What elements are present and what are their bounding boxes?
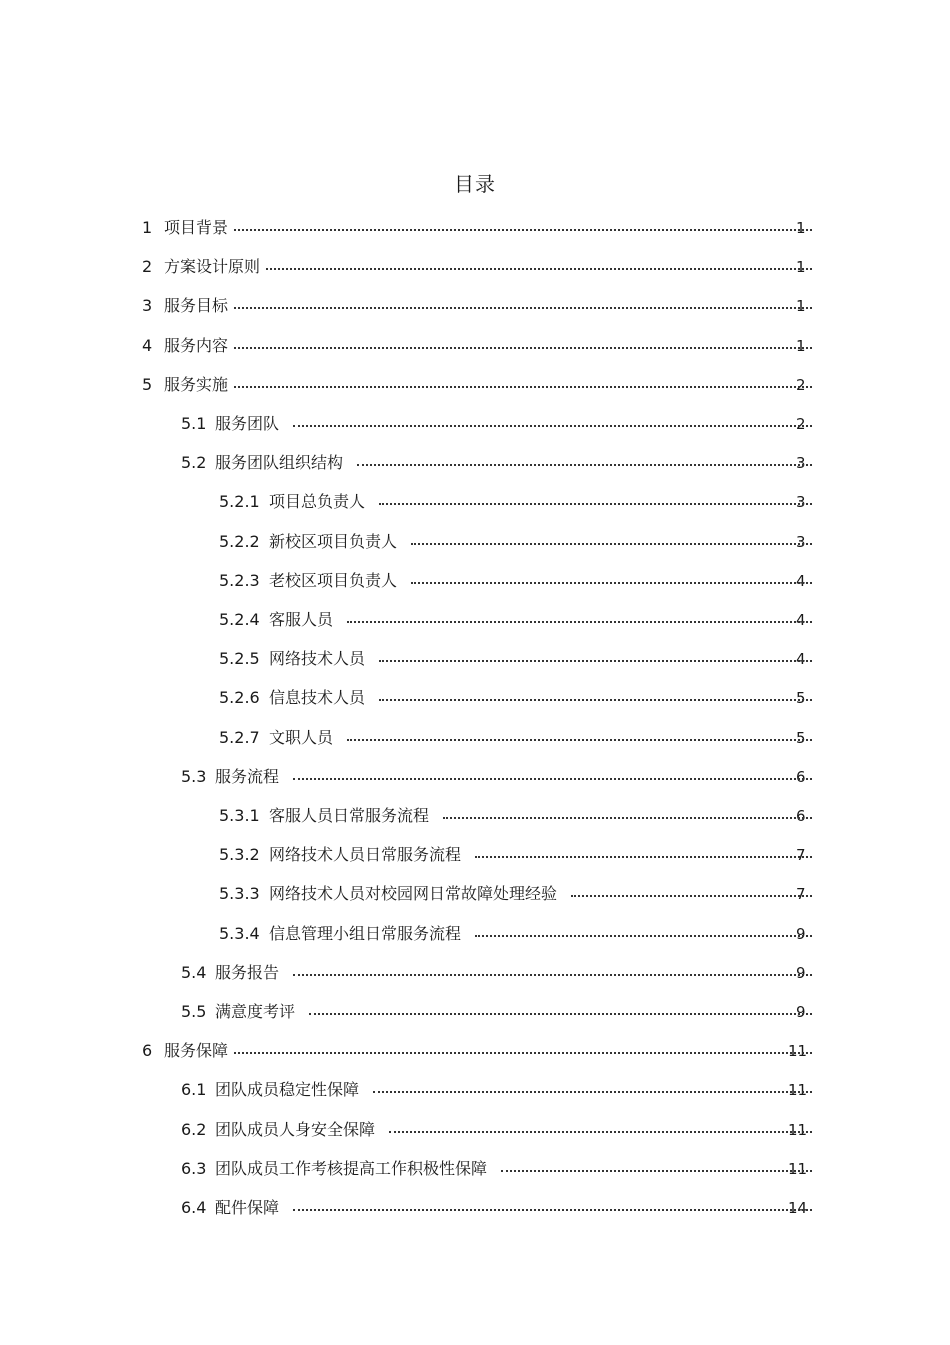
toc-entry-title: 服务实施: [164, 375, 229, 394]
toc-leader-dots: [293, 423, 812, 427]
toc-entry-page: 14: [788, 1199, 808, 1217]
toc-entry-title: 网络技术人员: [269, 649, 366, 668]
toc-entry-title: 信息技术人员: [269, 688, 366, 707]
toc-entry-page: 6: [796, 768, 806, 786]
toc-entry[interactable]: [0, 216, 950, 240]
toc-entry[interactable]: [0, 412, 950, 436]
toc-entry-title: 项目总负责人: [269, 492, 366, 511]
toc-leader-dots: [234, 384, 812, 388]
toc-entry-page: 4: [796, 611, 806, 629]
toc-leader-dots: [234, 1050, 812, 1054]
toc-entry[interactable]: [0, 1000, 950, 1024]
toc-entry-page: 9: [796, 925, 806, 943]
toc-entry-number: 5.3: [181, 767, 207, 786]
toc-leader-dots: [347, 737, 812, 741]
toc-entry[interactable]: [0, 726, 950, 750]
toc-entry-title: 服务内容: [164, 336, 229, 355]
toc-entry-title: 客服人员: [269, 610, 334, 629]
toc-entry-number: 6.2: [181, 1120, 207, 1139]
toc-entry-number: 5.2.3: [219, 571, 260, 590]
toc-entry-number: 6.4: [181, 1198, 207, 1217]
toc-entry[interactable]: [0, 608, 950, 632]
toc-entry-page: 6: [796, 807, 806, 825]
toc-entry-number: 5.5: [181, 1002, 207, 1021]
toc-entry-title: 文职人员: [269, 728, 334, 747]
toc-entry-page: 7: [796, 885, 806, 903]
toc-entry[interactable]: [0, 1039, 950, 1063]
toc-leader-dots: [234, 227, 812, 231]
toc-entry-number: 5.2.4: [219, 610, 260, 629]
toc-entry-page: 9: [796, 964, 806, 982]
toc-leader-dots: [389, 1129, 812, 1133]
toc-leader-dots: [293, 776, 812, 780]
toc-entry-number: 6: [142, 1041, 153, 1060]
toc-entry-number: 5.2.7: [219, 728, 260, 747]
toc-entry-number: 5.3.3: [219, 884, 260, 903]
toc-entry-page: 3: [796, 533, 806, 551]
toc-entry-title: 项目背景: [164, 218, 229, 237]
toc-entry-title: 团队成员人身安全保障: [215, 1120, 376, 1139]
toc-entry[interactable]: [0, 1157, 950, 1181]
toc-entry-page: 3: [796, 454, 806, 472]
toc-entry-number: 5.4: [181, 963, 207, 982]
toc-entry[interactable]: [0, 294, 950, 318]
toc-entry-number: 5.2.5: [219, 649, 260, 668]
toc-entry[interactable]: [0, 569, 950, 593]
toc-entry[interactable]: [0, 451, 950, 475]
toc-entry-number: 5.1: [181, 414, 207, 433]
toc-entry-title: 满意度考评: [215, 1002, 296, 1021]
toc-entry[interactable]: [0, 686, 950, 710]
toc-entry-page: 3: [796, 493, 806, 511]
toc-leader-dots: [379, 697, 812, 701]
toc-leader-dots: [411, 541, 812, 545]
toc-title: 目录: [454, 172, 496, 196]
toc-entry-title: 网络技术人员对校园网日常故障处理经验: [269, 884, 558, 903]
toc-entry-title: 服务保障: [164, 1041, 229, 1060]
toc-entry[interactable]: [0, 843, 950, 867]
toc-entry-number: 5.2.6: [219, 688, 260, 707]
toc-entry-page: 4: [796, 650, 806, 668]
toc-entry-page: 9: [796, 1003, 806, 1021]
toc-entry[interactable]: [0, 334, 950, 358]
toc-entry[interactable]: [0, 530, 950, 554]
toc-entry-page: 11: [788, 1081, 808, 1099]
toc-entry-title: 信息管理小组日常服务流程: [269, 924, 462, 943]
toc-leader-dots: [357, 462, 812, 466]
toc-entry-page: 5: [796, 729, 806, 747]
toc-entry-number: 5.3.4: [219, 924, 260, 943]
toc-entry-title: 服务流程: [215, 767, 280, 786]
toc-entry-page: 1: [796, 219, 806, 237]
toc-entry-title: 客服人员日常服务流程: [269, 806, 430, 825]
toc-leader-dots: [234, 305, 812, 309]
toc-entry-number: 2: [142, 257, 153, 276]
toc-entry-page: 1: [796, 297, 806, 315]
toc-entry[interactable]: [0, 490, 950, 514]
toc-leader-dots: [347, 619, 812, 623]
toc-leader-dots: [293, 1207, 812, 1211]
toc-entry-number: 3: [142, 296, 153, 315]
toc-entry-number: 5.2.2: [219, 532, 260, 551]
toc-entry[interactable]: [0, 1118, 950, 1142]
toc-entry[interactable]: [0, 255, 950, 279]
toc-entry-number: 6.3: [181, 1159, 207, 1178]
toc-entry-page: 2: [796, 415, 806, 433]
toc-entry-page: 2: [796, 376, 806, 394]
toc-entry-number: 1: [142, 218, 153, 237]
toc-entry-page: 11: [788, 1121, 808, 1139]
toc-entry-title: 团队成员稳定性保障: [215, 1080, 360, 1099]
toc-entry-page: 11: [788, 1160, 808, 1178]
toc-entry-page: 4: [796, 572, 806, 590]
toc-entry[interactable]: [0, 373, 950, 397]
toc-leader-dots: [411, 580, 812, 584]
toc-entry[interactable]: [0, 1078, 950, 1102]
toc-entry-number: 5.3.2: [219, 845, 260, 864]
toc-leader-dots: [309, 1011, 812, 1015]
toc-entry-title: 方案设计原则: [164, 257, 261, 276]
toc-leader-dots: [373, 1089, 812, 1093]
toc-entry-number: 5.2.1: [219, 492, 260, 511]
toc-entry-number: 4: [142, 336, 153, 355]
toc-entry-title: 服务报告: [215, 963, 280, 982]
toc-entry[interactable]: [0, 647, 950, 671]
toc-leader-dots: [443, 815, 812, 819]
toc-leader-dots: [234, 345, 812, 349]
toc-leader-dots: [379, 658, 812, 662]
toc-entry[interactable]: [0, 961, 950, 985]
toc-entry[interactable]: [0, 804, 950, 828]
toc-entry-title: 老校区项目负责人: [269, 571, 398, 590]
toc-leader-dots: [571, 893, 812, 897]
toc-entry-title: 服务团队: [215, 414, 280, 433]
toc-entry[interactable]: [0, 922, 950, 946]
toc-leader-dots: [501, 1168, 812, 1172]
toc-entry-title: 服务目标: [164, 296, 229, 315]
toc-entry-number: 5: [142, 375, 153, 394]
toc-entry-title: 服务团队组织结构: [215, 453, 344, 472]
toc-leader-dots: [266, 266, 812, 270]
toc-entry-page: 5: [796, 689, 806, 707]
toc-entry-number: 6.1: [181, 1080, 207, 1099]
toc-entry-title: 新校区项目负责人: [269, 532, 398, 551]
toc-leader-dots: [293, 972, 812, 976]
toc-leader-dots: [475, 854, 812, 858]
toc-entry-title: 团队成员工作考核提高工作积极性保障: [215, 1159, 488, 1178]
toc-entry-title: 网络技术人员日常服务流程: [269, 845, 462, 864]
toc-entry-number: 5.2: [181, 453, 207, 472]
toc-entry-page: 11: [788, 1042, 808, 1060]
toc-entry-page: 1: [796, 258, 806, 276]
toc-entry[interactable]: [0, 882, 950, 906]
toc-entry-title: 配件保障: [215, 1198, 280, 1217]
toc-leader-dots: [379, 501, 812, 505]
toc-entry[interactable]: [0, 1196, 950, 1220]
toc-entry-page: 1: [796, 337, 806, 355]
toc-entry[interactable]: [0, 765, 950, 789]
toc-leader-dots: [475, 933, 812, 937]
toc-entry-page: 7: [796, 846, 806, 864]
toc-entry-number: 5.3.1: [219, 806, 260, 825]
